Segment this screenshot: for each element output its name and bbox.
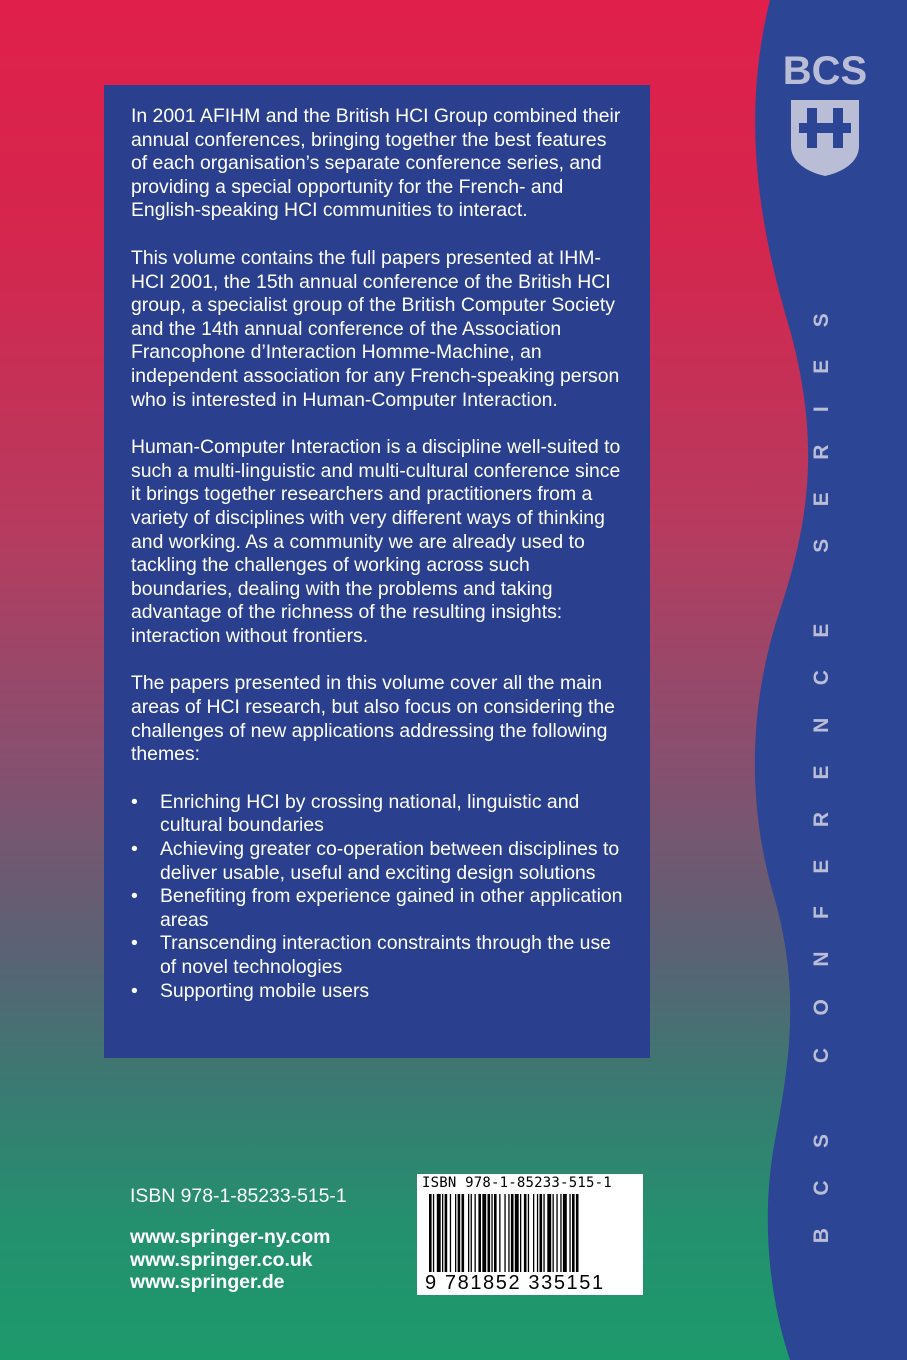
- bullet-icon: •: [131, 932, 138, 955]
- list-item: • Enriching HCI by crossing national, linguistic and cultural boundaries: [131, 790, 580, 837]
- list-item: • Transcending interaction constraints through the use of novel technologies: [131, 932, 611, 978]
- list-item: • Benefiting from experience gained in other application areas: [131, 885, 623, 931]
- barcode-digits: 9 781852 335151: [425, 1272, 605, 1294]
- url-link[interactable]: www.springer.de: [130, 1271, 285, 1294]
- bullet-icon: •: [131, 838, 138, 861]
- paragraph-3: Human-Computer Interaction is a discipline well-suited to such a multi-linguistic and multi-cultural conference since it brings together researchers and practitioners from a variety of disciplines with very different ways of thinking and working. As a community we are already used to tackling the challenges of working across such boundaries, dealing with the problems and taking advantage of the richness of the resulting insights: interaction without frontiers.: [131, 436, 621, 647]
- paragraph-2: This volume contains the full papers presented at IHM-HCI 2001, the 15th annual conference of the British HCI group, a specialist group of the British Computer Society and the 14th annual conference of the Association Francophone d’Interaction Homme-Machine, an independent association for any French-speaking person who is interested in Human-Computer Interaction.: [131, 246, 620, 411]
- url-link[interactable]: www.springer.co.uk: [130, 1248, 313, 1271]
- isbn-label: ISBN 978-1-85233-515-1: [130, 1185, 347, 1207]
- themes-list: [131, 791, 626, 1003]
- barcode-isbn-text: ISBN 978-1-85233-515-1: [422, 1175, 612, 1191]
- list-item: • Achieving greater co-operation between disciplines to deliver usable, useful and exciting design solutions: [131, 838, 620, 884]
- series-label: BCS CONFERENCE SERIES: [810, 280, 833, 1244]
- bullet-icon: •: [131, 979, 138, 1002]
- url-link[interactable]: www.springer-ny.com: [130, 1226, 331, 1248]
- bullet-icon: •: [131, 790, 138, 813]
- paragraph-4: The papers presented in this volume cover all the main areas of HCI research, but also focus on considering the challenges of new applications addressing the following themes:: [131, 672, 615, 766]
- svg-text:BCS: BCS: [782, 49, 868, 93]
- bcs-logo-icon: [782, 49, 868, 180]
- bullet-icon: •: [131, 885, 138, 908]
- description-panel: [104, 85, 650, 1058]
- paragraph-1: In 2001 AFIHM and the British HCI Group combined their annual conferences, bringing together the best features of each organisation’s separate conference series, and providing a special opportunity for the French- and English-speaking HCI communities to interact.: [131, 105, 621, 222]
- list-item: • Supporting mobile users: [131, 979, 370, 1002]
- isbn-barcode: [417, 1174, 643, 1295]
- publisher-urls: [130, 1226, 330, 1294]
